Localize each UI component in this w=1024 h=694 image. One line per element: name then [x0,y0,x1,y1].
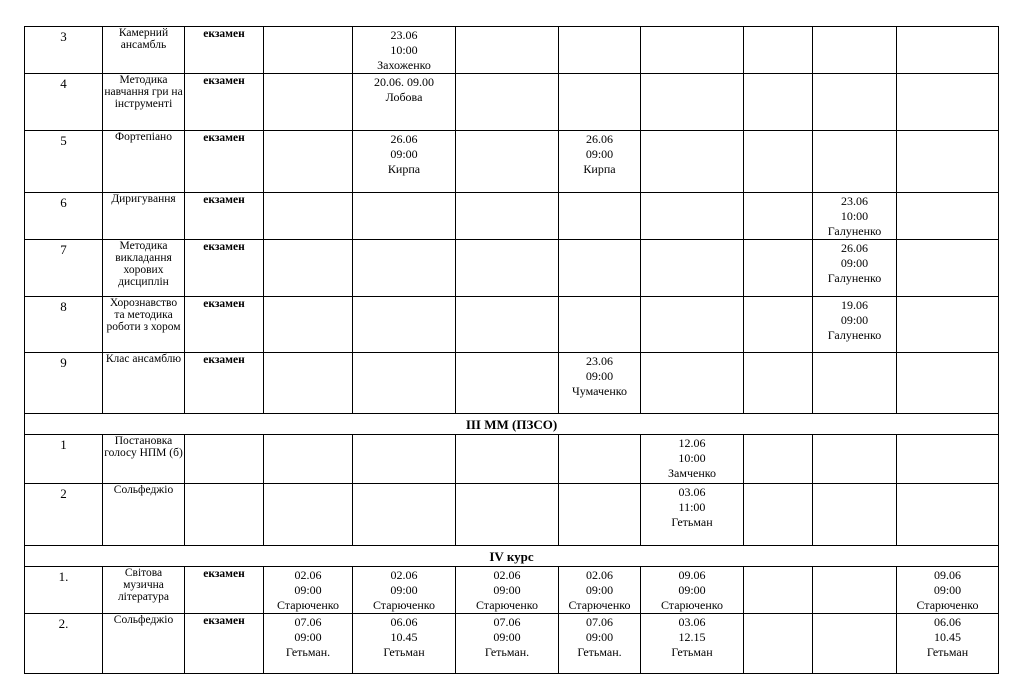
schedule-cell [264,27,353,74]
subject-name: Методика навчання гри на інструменті [103,74,185,131]
schedule-cell [813,435,897,484]
schedule-line: 09:00 [585,147,614,161]
row-number: 7 [25,240,103,297]
schedule-line: 09:00 [840,313,869,327]
schedule-line: 02.06 [294,568,322,582]
schedule-line: 23.06 [586,354,613,368]
schedule-cell [353,353,456,414]
schedule-line: Старюченко [660,598,724,612]
schedule-line: 06.06 [934,615,961,629]
schedule-cell [353,74,456,131]
schedule-cell [559,484,641,546]
schedule-line: Чумаченко [571,384,627,398]
schedule-line: 19.06 [841,298,868,312]
schedule-cell [353,435,456,484]
table-row [25,27,999,74]
row-number: 9 [25,353,103,414]
schedule-line: Гетьман [383,645,425,659]
row-number: 4 [25,74,103,131]
section-header-iii-mm: III ММ (ПЗСО) [25,414,999,435]
schedule-cell [813,240,897,297]
schedule-line: 07.06 [493,615,521,629]
assessment-type: екзамен [185,131,264,193]
subject-name: Хорознавство та методика роботи з хором [103,297,185,353]
subject-name: Клас ансамблю [103,353,185,414]
assessment-type: екзамен [185,297,264,353]
schedule-line: Старюченко [916,598,979,612]
schedule-line: Гетьман [671,645,713,659]
schedule-line: 03.06 [678,615,706,629]
schedule-cell [813,131,897,193]
subject-name: Диригування [103,193,185,240]
subject-name: Фортепіано [103,131,185,193]
table-row [25,240,999,297]
schedule-cell [641,435,744,484]
schedule-cell [641,193,744,240]
schedule-line: 10:00 [390,43,418,57]
schedule-line: 11:00 [678,500,706,514]
schedule-line: 10.45 [390,630,418,644]
schedule-cell [744,435,813,484]
schedule-line: 26.06 [586,132,613,146]
table-row [25,353,999,414]
assessment-type [185,484,264,546]
schedule-cell [897,567,999,614]
schedule-cell [264,484,353,546]
schedule-line: 10:00 [840,209,869,223]
schedule-line: 09.06 [934,568,961,582]
schedule-cell [456,484,559,546]
schedule-line: 12.15 [678,630,706,644]
schedule-cell [897,193,999,240]
schedule-line: Гетьман [926,645,969,659]
schedule-cell [353,131,456,193]
table-row [25,567,999,614]
schedule-cell [744,484,813,546]
schedule-line: 09:00 [294,583,322,597]
schedule-line: 09:00 [493,630,521,644]
subject-name: Камерний ансамбль [103,27,185,74]
row-number: 6 [25,193,103,240]
row-number: 8 [25,297,103,353]
schedule-cell [264,567,353,614]
assessment-type [185,435,264,484]
schedule-cell [559,74,641,131]
assessment-type: екзамен [185,27,264,74]
schedule-cell [264,74,353,131]
schedule-cell [813,27,897,74]
schedule-line: 09:00 [933,583,962,597]
schedule-cell [813,297,897,353]
schedule-cell [456,297,559,353]
schedule-cell [897,27,999,74]
section-header-iv-kurs: IV курс [25,546,999,567]
schedule-line: 09.06 [678,568,706,582]
schedule-cell [744,297,813,353]
schedule-cell [641,240,744,297]
schedule-cell [559,131,641,193]
schedule-cell [559,193,641,240]
schedule-cell [456,74,559,131]
subject-name: Сольфеджіо [103,614,185,674]
schedule-line: 10.45 [934,630,961,644]
schedule-cell [744,193,813,240]
schedule-cell [264,435,353,484]
schedule-line: 07.06 [586,615,613,629]
row-number: 3 [25,27,103,74]
schedule-cell [559,240,641,297]
schedule-cell [264,353,353,414]
schedule-cell [559,27,641,74]
schedule-line: Галуненко [827,328,882,342]
schedule-cell [456,27,559,74]
schedule-cell [353,484,456,546]
schedule-line: Старюченко [276,598,340,612]
schedule-line: Кирпа [583,162,616,176]
schedule-line: Захоженко [377,58,431,72]
assessment-type: екзамен [185,193,264,240]
schedule-line: Гетьман. [577,645,622,659]
subject-name: Сольфеджіо [103,484,185,546]
schedule-cell [813,193,897,240]
schedule-cell [813,614,897,674]
schedule-line: Старюченко [568,598,631,612]
schedule-cell [353,297,456,353]
schedule-line: 23.06 [841,194,868,208]
schedule-cell [456,353,559,414]
schedule-cell [744,353,813,414]
schedule-cell [641,567,744,614]
schedule-cell [559,614,641,674]
schedule-line: 09:00 [585,630,614,644]
schedule-cell [456,435,559,484]
schedule-cell [641,353,744,414]
schedule-cell [897,484,999,546]
schedule-cell [641,484,744,546]
schedule-cell [744,131,813,193]
table-row [25,74,999,131]
schedule-line: 26.06 [841,241,868,255]
schedule-line: Старюченко [475,598,539,612]
schedule-cell [559,567,641,614]
schedule-line: 09:00 [678,583,706,597]
assessment-type: екзамен [185,567,264,614]
schedule-cell [897,297,999,353]
schedule-line: 02.06 [493,568,521,582]
schedule-cell [641,297,744,353]
schedule-line: 06.06 [390,615,418,629]
schedule-cell [641,74,744,131]
schedule-cell [744,567,813,614]
schedule-line: 26.06 [390,132,418,146]
schedule-cell [264,614,353,674]
schedule-line: Гетьман. [484,645,530,659]
schedule-cell [353,614,456,674]
schedule-cell [744,240,813,297]
schedule-cell [264,297,353,353]
schedule-line: 12.06 [678,436,706,450]
schedule-cell [353,27,456,74]
exam-schedule-table [24,26,999,674]
schedule-cell [897,240,999,297]
schedule-line: 20.06. 09.00 [374,75,434,89]
schedule-line: 09:00 [390,583,418,597]
schedule-cell [353,567,456,614]
subject-name: Світова музична література [103,567,185,614]
schedule-cell [559,435,641,484]
schedule-line: Замченко [668,466,716,480]
schedule-cell [353,193,456,240]
schedule-line: 09:00 [493,583,521,597]
assessment-type: екзамен [185,240,264,297]
schedule-cell [897,131,999,193]
table-row [25,435,999,484]
schedule-line: 02.06 [586,568,613,582]
schedule-line: Галуненко [827,271,882,285]
schedule-line: 07.06 [294,615,322,629]
schedule-cell [456,193,559,240]
schedule-line: 09:00 [294,630,322,644]
schedule-cell [897,74,999,131]
table-row [25,297,999,353]
schedule-cell [641,131,744,193]
schedule-cell [641,27,744,74]
schedule-cell [559,297,641,353]
schedule-cell [813,567,897,614]
schedule-cell [353,240,456,297]
schedule-line: 03.06 [678,485,706,499]
schedule-line: 09:00 [840,256,869,270]
schedule-line: Старюченко [372,598,436,612]
schedule-cell [456,614,559,674]
schedule-cell [559,353,641,414]
schedule-line: 10:00 [678,451,706,465]
schedule-line: Гетьман. [285,645,331,659]
row-number: 2. [25,614,103,674]
row-number: 5 [25,131,103,193]
schedule-line: Галуненко [827,224,882,238]
subject-name: Постановка голосу НПМ (б) [103,435,185,484]
schedule-cell [456,240,559,297]
schedule-line: 09:00 [390,147,418,161]
assessment-type: екзамен [185,74,264,131]
schedule-line: 09:00 [585,583,614,597]
schedule-line: Кирпа [387,162,421,176]
schedule-cell [264,193,353,240]
schedule-cell [264,240,353,297]
schedule-line: 09:00 [585,369,614,383]
schedule-cell [897,614,999,674]
schedule-cell [813,74,897,131]
schedule-line: Лобова [385,90,423,104]
schedule-cell [456,131,559,193]
assessment-type: екзамен [185,614,264,674]
subject-name: Методика викладання хорових дисциплін [103,240,185,297]
schedule-line: 02.06 [390,568,418,582]
row-number: 1. [25,567,103,614]
schedule-line: Гетьман [671,515,713,529]
schedule-cell [813,353,897,414]
table-row [25,614,999,674]
schedule-cell [456,567,559,614]
schedule-cell [813,484,897,546]
schedule-cell [744,614,813,674]
assessment-type: екзамен [185,353,264,414]
schedule-line: 23.06 [390,28,418,42]
schedule-cell [264,131,353,193]
table-row [25,484,999,546]
schedule-cell [744,27,813,74]
table-row [25,193,999,240]
schedule-cell [641,614,744,674]
schedule-cell [744,74,813,131]
schedule-cell [897,353,999,414]
schedule-cell [897,435,999,484]
table-row [25,131,999,193]
row-number: 2 [25,484,103,546]
row-number: 1 [25,435,103,484]
